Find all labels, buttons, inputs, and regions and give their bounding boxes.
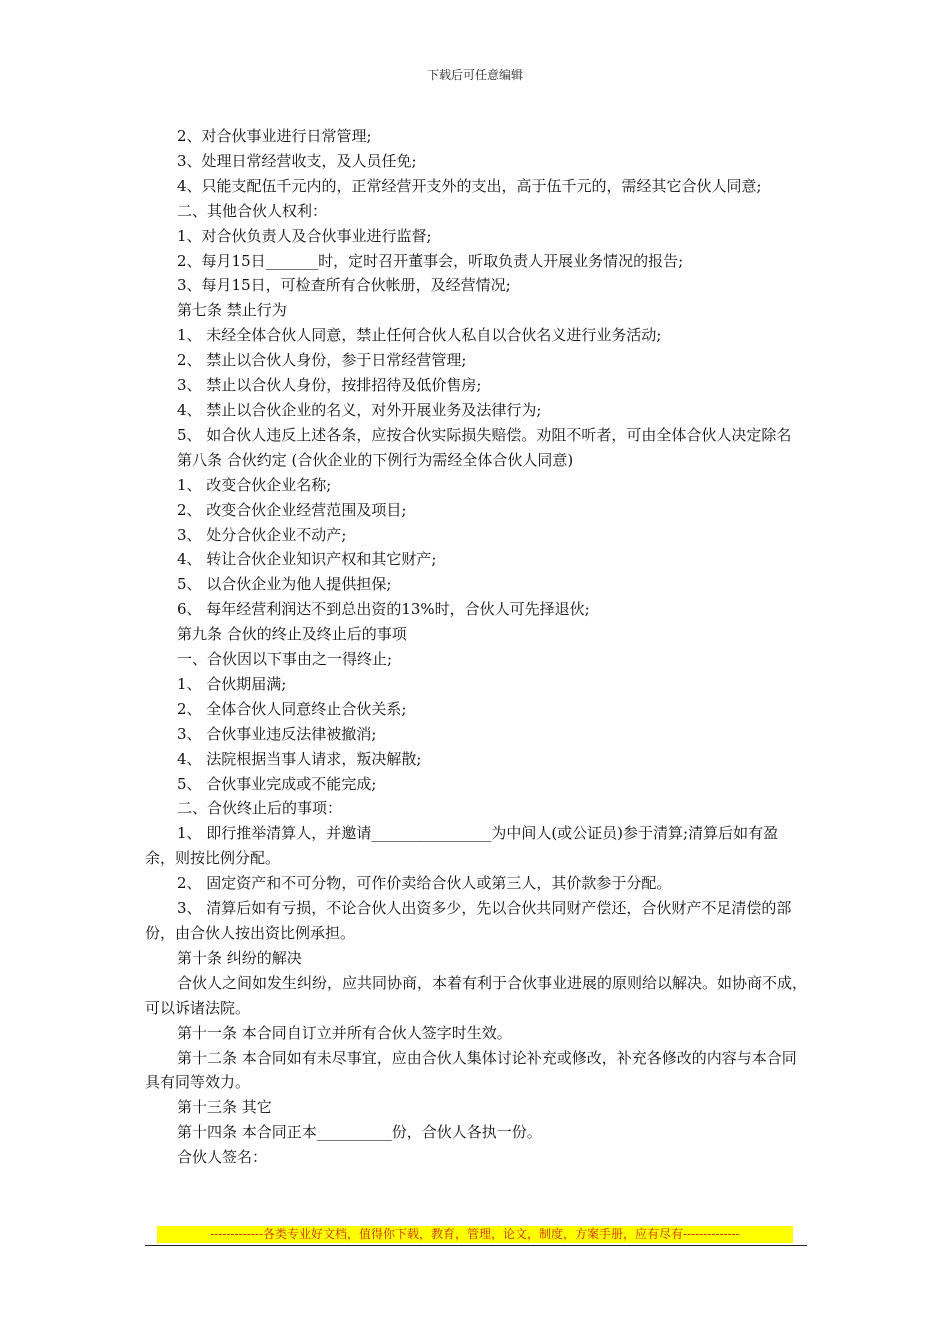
paragraph: 1、对合伙负责人及合伙事业进行监督; [177, 226, 432, 245]
paragraph: 2、 禁止以合伙人身份，参于日常经营管理; [177, 351, 467, 370]
section-heading: 第七条 禁止行为 [177, 301, 287, 320]
section-heading: 第十一条 本合同自订立并所有合伙人签字时生效。 [177, 1023, 512, 1042]
section-heading: 第十二条 本合同如有未尽事宜，应由合伙人集体讨论补充或修改，补充各修改的内容与本合同具有同等效力。 [145, 1048, 797, 1092]
paragraph: 1、 改变合伙企业名称; [177, 475, 332, 494]
paragraph: 3、 处分合伙企业不动产; [177, 525, 347, 544]
section-heading: 第十条 纠纷的解决 [177, 948, 302, 967]
paragraph: 1、 即行推举清算人，并邀请________________为中间人(或公证员)参于清算;清算后如有盈余，则按比例分配。 [145, 824, 779, 868]
paragraph: 4、 转让合伙企业知识产权和其它财产; [177, 550, 437, 569]
paragraph: 5、 合伙事业完成或不能完成; [177, 774, 377, 793]
paragraph: 4、 法院根据当事人请求，叛决解散; [177, 749, 422, 768]
paragraph: 二、其他合伙人权利： [177, 201, 328, 220]
paragraph: 合伙人之间如发生纠纷，应共同协商，本着有利于合伙事业进展的原则给以解决。如协商不成，可以诉诸法院。 [145, 973, 808, 1017]
page-header: 下载后可任意编辑 [426, 68, 523, 82]
section-heading: 第八条 合伙约定 (合伙企业的下例行为需经全体合伙人同意) [177, 450, 574, 469]
footer-banner: -------------各类专业好文档，值得你下载，教育，管理，论文，制度，方案手册，应有尽有-------------- [157, 1226, 793, 1243]
paragraph: 二、合伙终止后的事项： [177, 799, 343, 818]
paragraph: 4、 禁止以合伙企业的名义，对外开展业务及法律行为; [177, 400, 542, 419]
paragraph: 3、处理日常经营收支，及人员任免; [177, 151, 417, 170]
paragraph: 1、 未经全体合伙人同意，禁止任何合伙人私自以合伙名义进行业务活动; [177, 326, 662, 345]
paragraph: 一、合伙因以下事由之一得终止; [177, 650, 393, 669]
footer-divider [145, 1245, 807, 1246]
paragraph: 2、对合伙事业进行日常管理; [177, 127, 372, 145]
section-heading: 第十三条 其它 [177, 1098, 272, 1117]
paragraph: 2、 改变合伙企业经营范围及项目; [177, 500, 407, 519]
paragraph: 3、每月15日，可检查所有合伙帐册，及经营情况; [177, 276, 511, 295]
paragraph: 3、 清算后如有亏损，不论合伙人出资多少，先以合伙共同财产偿还，合伙财产不足清偿的部份，由合伙人按出资比例承担。 [145, 899, 792, 942]
paragraph: 2、 全体合伙人同意终止合伙关系; [177, 699, 407, 718]
signature-label: 合伙人签名： [177, 1148, 268, 1167]
paragraph: 3、 禁止以合伙人身份，按排招待及低价售房; [177, 376, 482, 395]
paragraph: 2、 固定资产和不可分物，可作价卖给合伙人或第三人，其价款参于分配。 [177, 874, 672, 893]
paragraph: 5、 如合伙人违反上述各条，应按合伙实际损失赔偿。劝阻不听者，可由全体合伙人决定除名 [177, 425, 792, 444]
section-heading: 第九条 合伙的终止及终止后的事项 [177, 625, 407, 644]
paragraph: 3、 合伙事业违反法律被撤消; [177, 724, 377, 743]
section-heading: 第十四条 本合同正本__________份，合伙人各执一份。 [177, 1123, 542, 1142]
paragraph: 1、 合伙期届满; [177, 674, 287, 693]
document-body [145, 124, 807, 1170]
paragraph: 2、每月15日_______时，定时召开董事会，听取负责人开展业务情况的报告; [177, 251, 684, 270]
paragraph: 6、 每年经营利润达不到总出资的13%时，合伙人可先择退伙; [177, 600, 590, 619]
paragraph: 4、只能支配伍千元内的，正常经营开支外的支出，高于伍千元的，需经其它合伙人同意; [177, 176, 762, 195]
paragraph: 5、 以合伙企业为他人提供担保; [177, 575, 392, 594]
